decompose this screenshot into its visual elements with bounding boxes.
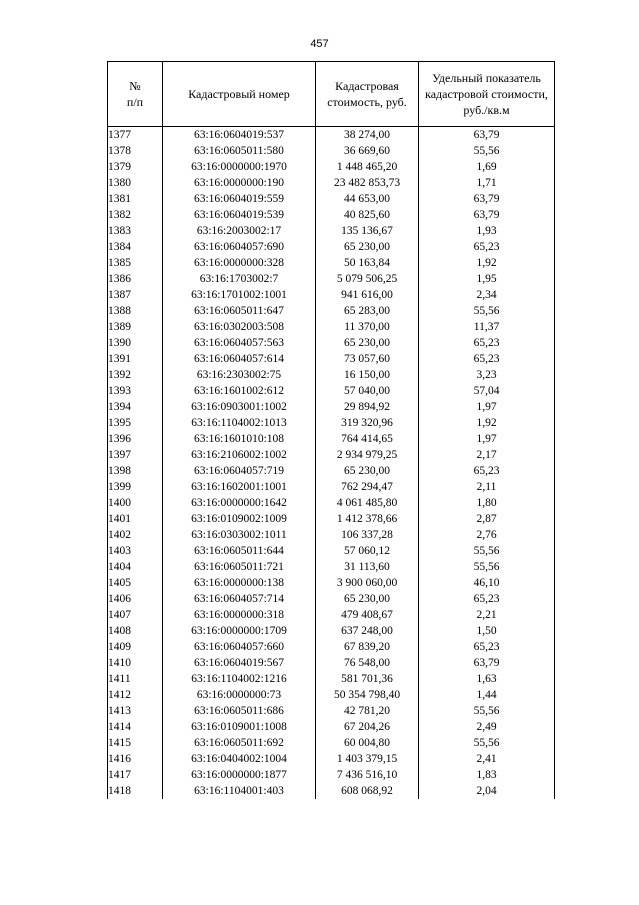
specific-indicator-cell: 55,56 — [419, 543, 555, 559]
row-number-cell: 1381 — [108, 191, 163, 207]
specific-indicator-cell: 55,56 — [419, 735, 555, 751]
table-row — [108, 479, 555, 495]
cadastral-value-cell: 42 781,20 — [316, 703, 419, 719]
cadastral-value-table — [107, 61, 555, 799]
cadastral-number-cell: 63:16:0109002:1009 — [163, 511, 316, 527]
cadastral-number-cell: 63:16:0000000:1709 — [163, 623, 316, 639]
row-number-cell: 1416 — [108, 751, 163, 767]
row-number-cell: 1407 — [108, 607, 163, 623]
cadastral-number-cell: 63:16:0604019:559 — [163, 191, 316, 207]
cadastral-number-cell: 63:16:1104001:403 — [163, 783, 316, 799]
row-number-cell: 1379 — [108, 159, 163, 175]
cadastral-number-cell: 63:16:1104002:1013 — [163, 415, 316, 431]
table-row — [108, 639, 555, 655]
specific-indicator-cell: 65,23 — [419, 351, 555, 367]
table-row — [108, 703, 555, 719]
cadastral-value-cell: 4 061 485,80 — [316, 495, 419, 511]
table-row — [108, 351, 555, 367]
cadastral-number-cell: 63:16:0604057:714 — [163, 591, 316, 607]
cadastral-number-cell: 63:16:0000000:318 — [163, 607, 316, 623]
cadastral-value-cell: 1 403 379,15 — [316, 751, 419, 767]
row-number-cell: 1390 — [108, 335, 163, 351]
cadastral-number-cell: 63:16:0903001:1002 — [163, 399, 316, 415]
row-number-cell: 1404 — [108, 559, 163, 575]
specific-indicator-cell: 2,87 — [419, 511, 555, 527]
row-number-cell: 1395 — [108, 415, 163, 431]
cadastral-number-cell: 63:16:0604057:614 — [163, 351, 316, 367]
header-cadastral-number: Кадастровый номер — [163, 62, 316, 127]
cadastral-value-cell: 36 669,60 — [316, 143, 419, 159]
table-row — [108, 415, 555, 431]
cadastral-value-cell: 50 163,84 — [316, 255, 419, 271]
row-number-cell: 1397 — [108, 447, 163, 463]
cadastral-value-cell: 608 068,92 — [316, 783, 419, 799]
cadastral-number-cell: 63:16:0605011:692 — [163, 735, 316, 751]
row-number-cell: 1406 — [108, 591, 163, 607]
cadastral-value-cell: 73 057,60 — [316, 351, 419, 367]
specific-indicator-cell: 1,92 — [419, 255, 555, 271]
header-row — [108, 62, 555, 127]
cadastral-value-cell: 57 040,00 — [316, 383, 419, 399]
table-row — [108, 335, 555, 351]
cadastral-value-cell: 40 825,60 — [316, 207, 419, 223]
row-number-cell: 1388 — [108, 303, 163, 319]
specific-indicator-cell: 65,23 — [419, 239, 555, 255]
cadastral-value-cell: 479 408,67 — [316, 607, 419, 623]
cadastral-value-cell: 31 113,60 — [316, 559, 419, 575]
row-number-cell: 1403 — [108, 543, 163, 559]
cadastral-value-cell: 106 337,28 — [316, 527, 419, 543]
specific-indicator-cell: 1,50 — [419, 623, 555, 639]
cadastral-value-cell: 65 230,00 — [316, 591, 419, 607]
table-row — [108, 623, 555, 639]
cadastral-value-cell: 67 204,26 — [316, 719, 419, 735]
specific-indicator-cell: 57,04 — [419, 383, 555, 399]
table-row — [108, 143, 555, 159]
cadastral-value-cell: 65 230,00 — [316, 335, 419, 351]
specific-indicator-cell: 1,44 — [419, 687, 555, 703]
cadastral-number-cell: 63:16:2003002:17 — [163, 223, 316, 239]
table-row — [108, 175, 555, 191]
cadastral-number-cell: 63:16:0604019:539 — [163, 207, 316, 223]
header-specific-indicator: Удельный показатель кадастровой стоимости, руб./кв.м — [419, 62, 555, 127]
row-number-cell: 1399 — [108, 479, 163, 495]
cadastral-number-cell: 63:16:0604057:563 — [163, 335, 316, 351]
cadastral-number-cell: 63:16:0605011:580 — [163, 143, 316, 159]
specific-indicator-cell: 2,76 — [419, 527, 555, 543]
cadastral-number-cell: 63:16:0404002:1004 — [163, 751, 316, 767]
cadastral-value-cell: 3 900 060,00 — [316, 575, 419, 591]
specific-indicator-cell: 65,23 — [419, 335, 555, 351]
specific-indicator-cell: 1,93 — [419, 223, 555, 239]
row-number-cell: 1384 — [108, 239, 163, 255]
cadastral-number-cell: 63:16:0604057:660 — [163, 639, 316, 655]
specific-indicator-cell: 63,79 — [419, 207, 555, 223]
row-number-cell: 1383 — [108, 223, 163, 239]
cadastral-value-cell: 11 370,00 — [316, 319, 419, 335]
cadastral-number-cell: 63:16:2106002:1002 — [163, 447, 316, 463]
cadastral-value-cell: 76 548,00 — [316, 655, 419, 671]
specific-indicator-cell: 11,37 — [419, 319, 555, 335]
specific-indicator-cell: 55,56 — [419, 143, 555, 159]
cadastral-value-cell: 29 894,92 — [316, 399, 419, 415]
specific-indicator-cell: 2,34 — [419, 287, 555, 303]
cadastral-value-cell: 7 436 516,10 — [316, 767, 419, 783]
row-number-cell: 1417 — [108, 767, 163, 783]
specific-indicator-cell: 1,63 — [419, 671, 555, 687]
cadastral-value-cell: 1 448 465,20 — [316, 159, 419, 175]
row-number-cell: 1380 — [108, 175, 163, 191]
cadastral-number-cell: 63:16:0000000:1877 — [163, 767, 316, 783]
row-number-cell: 1410 — [108, 655, 163, 671]
row-number-cell: 1396 — [108, 431, 163, 447]
specific-indicator-cell: 2,41 — [419, 751, 555, 767]
row-number-cell: 1377 — [108, 127, 163, 144]
cadastral-value-cell: 764 414,65 — [316, 431, 419, 447]
cadastral-value-cell: 67 839,20 — [316, 639, 419, 655]
table-row — [108, 575, 555, 591]
table-row — [108, 399, 555, 415]
cadastral-number-cell: 63:16:0604057:719 — [163, 463, 316, 479]
table-row — [108, 383, 555, 399]
cadastral-number-cell: 63:16:1104002:1216 — [163, 671, 316, 687]
cadastral-number-cell: 63:16:0000000:1970 — [163, 159, 316, 175]
table-row — [108, 271, 555, 287]
cadastral-value-cell: 941 616,00 — [316, 287, 419, 303]
table-row — [108, 127, 555, 144]
specific-indicator-cell: 1,92 — [419, 415, 555, 431]
row-number-cell: 1400 — [108, 495, 163, 511]
header-row-number: № п/п — [108, 62, 163, 127]
specific-indicator-cell: 63,79 — [419, 191, 555, 207]
row-number-cell: 1414 — [108, 719, 163, 735]
specific-indicator-cell: 1,97 — [419, 431, 555, 447]
row-number-cell: 1413 — [108, 703, 163, 719]
specific-indicator-cell: 55,56 — [419, 703, 555, 719]
table-row — [108, 751, 555, 767]
cadastral-value-cell: 581 701,36 — [316, 671, 419, 687]
row-number-cell: 1386 — [108, 271, 163, 287]
cadastral-value-cell: 23 482 853,73 — [316, 175, 419, 191]
cadastral-value-cell: 2 934 979,25 — [316, 447, 419, 463]
cadastral-value-cell: 65 230,00 — [316, 463, 419, 479]
row-number-cell: 1389 — [108, 319, 163, 335]
table-row — [108, 655, 555, 671]
specific-indicator-cell: 2,21 — [419, 607, 555, 623]
cadastral-number-cell: 63:16:0605011:647 — [163, 303, 316, 319]
table-row — [108, 607, 555, 623]
specific-indicator-cell: 63,79 — [419, 655, 555, 671]
cadastral-number-cell: 63:16:1601002:612 — [163, 383, 316, 399]
row-number-cell: 1408 — [108, 623, 163, 639]
specific-indicator-cell: 1,80 — [419, 495, 555, 511]
specific-indicator-cell: 63,79 — [419, 127, 555, 144]
table-row — [108, 191, 555, 207]
cadastral-number-cell: 63:16:0000000:1642 — [163, 495, 316, 511]
specific-indicator-cell: 3,23 — [419, 367, 555, 383]
page-number: 457 — [310, 38, 329, 50]
row-number-cell: 1401 — [108, 511, 163, 527]
specific-indicator-cell: 2,04 — [419, 783, 555, 799]
cadastral-number-cell: 63:16:0000000:138 — [163, 575, 316, 591]
cadastral-value-cell: 60 004,80 — [316, 735, 419, 751]
row-number-cell: 1378 — [108, 143, 163, 159]
cadastral-number-cell: 63:16:0109001:1008 — [163, 719, 316, 735]
table-row — [108, 463, 555, 479]
cadastral-value-cell: 16 150,00 — [316, 367, 419, 383]
row-number-cell: 1402 — [108, 527, 163, 543]
cadastral-value-cell: 762 294,47 — [316, 479, 419, 495]
row-number-cell: 1412 — [108, 687, 163, 703]
specific-indicator-cell: 46,10 — [419, 575, 555, 591]
row-number-cell: 1393 — [108, 383, 163, 399]
table-row — [108, 239, 555, 255]
cadastral-value-cell: 38 274,00 — [316, 127, 419, 144]
table-row — [108, 319, 555, 335]
cadastral-number-cell: 63:16:0604019:567 — [163, 655, 316, 671]
header-cadastral-value: Кадастровая стоимость, руб. — [316, 62, 419, 127]
cadastral-number-cell: 63:16:0303002:1011 — [163, 527, 316, 543]
table-row — [108, 367, 555, 383]
specific-indicator-cell: 1,95 — [419, 271, 555, 287]
specific-indicator-cell: 65,23 — [419, 639, 555, 655]
cadastral-number-cell: 63:16:0604057:690 — [163, 239, 316, 255]
specific-indicator-cell: 2,49 — [419, 719, 555, 735]
row-number-cell: 1409 — [108, 639, 163, 655]
specific-indicator-cell: 1,69 — [419, 159, 555, 175]
row-number-cell: 1394 — [108, 399, 163, 415]
table-row — [108, 783, 555, 799]
cadastral-number-cell: 63:16:0605011:721 — [163, 559, 316, 575]
specific-indicator-cell: 55,56 — [419, 559, 555, 575]
cadastral-number-cell: 63:16:0302003:508 — [163, 319, 316, 335]
cadastral-value-cell: 44 653,00 — [316, 191, 419, 207]
table-row — [108, 207, 555, 223]
table-row — [108, 431, 555, 447]
row-number-cell: 1387 — [108, 287, 163, 303]
cadastral-value-cell: 50 354 798,40 — [316, 687, 419, 703]
table-body — [108, 127, 555, 800]
row-number-cell: 1411 — [108, 671, 163, 687]
specific-indicator-cell: 1,71 — [419, 175, 555, 191]
table-row — [108, 543, 555, 559]
table-row — [108, 767, 555, 783]
table-row — [108, 303, 555, 319]
cadastral-value-cell: 135 136,67 — [316, 223, 419, 239]
table-row — [108, 287, 555, 303]
cadastral-value-cell: 65 283,00 — [316, 303, 419, 319]
row-number-cell: 1415 — [108, 735, 163, 751]
cadastral-number-cell: 63:16:1602001:1001 — [163, 479, 316, 495]
specific-indicator-cell: 65,23 — [419, 591, 555, 607]
table-row — [108, 735, 555, 751]
row-number-cell: 1385 — [108, 255, 163, 271]
row-number-cell: 1391 — [108, 351, 163, 367]
specific-indicator-cell: 65,23 — [419, 463, 555, 479]
table-row — [108, 559, 555, 575]
cadastral-number-cell: 63:16:0604019:537 — [163, 127, 316, 144]
cadastral-number-cell: 63:16:0000000:73 — [163, 687, 316, 703]
cadastral-number-cell: 63:16:0000000:190 — [163, 175, 316, 191]
row-number-cell: 1392 — [108, 367, 163, 383]
specific-indicator-cell: 2,17 — [419, 447, 555, 463]
cadastral-number-cell: 63:16:2303002:75 — [163, 367, 316, 383]
specific-indicator-cell: 55,56 — [419, 303, 555, 319]
cadastral-number-cell: 63:16:0605011:644 — [163, 543, 316, 559]
table-header — [108, 62, 555, 127]
table-row — [108, 687, 555, 703]
cadastral-value-cell: 65 230,00 — [316, 239, 419, 255]
cadastral-value-cell: 1 412 378,66 — [316, 511, 419, 527]
table-row — [108, 159, 555, 175]
cadastral-value-cell: 5 079 506,25 — [316, 271, 419, 287]
cadastral-value-cell: 319 320,96 — [316, 415, 419, 431]
table-row — [108, 591, 555, 607]
specific-indicator-cell: 1,97 — [419, 399, 555, 415]
row-number-cell: 1398 — [108, 463, 163, 479]
specific-indicator-cell: 1,83 — [419, 767, 555, 783]
row-number-cell: 1418 — [108, 783, 163, 799]
table-row — [108, 511, 555, 527]
cadastral-value-cell: 637 248,00 — [316, 623, 419, 639]
cadastral-number-cell: 63:16:1601010:108 — [163, 431, 316, 447]
cadastral-number-cell: 63:16:1703002:7 — [163, 271, 316, 287]
row-number-cell: 1405 — [108, 575, 163, 591]
specific-indicator-cell: 2,11 — [419, 479, 555, 495]
table-row — [108, 719, 555, 735]
cadastral-number-cell: 63:16:1701002:1001 — [163, 287, 316, 303]
table-row — [108, 527, 555, 543]
cadastral-value-cell: 57 060,12 — [316, 543, 419, 559]
cadastral-number-cell: 63:16:0605011:686 — [163, 703, 316, 719]
table-row — [108, 671, 555, 687]
table-row — [108, 495, 555, 511]
table-row — [108, 255, 555, 271]
row-number-cell: 1382 — [108, 207, 163, 223]
table-row — [108, 223, 555, 239]
cadastral-number-cell: 63:16:0000000:328 — [163, 255, 316, 271]
table-row — [108, 447, 555, 463]
